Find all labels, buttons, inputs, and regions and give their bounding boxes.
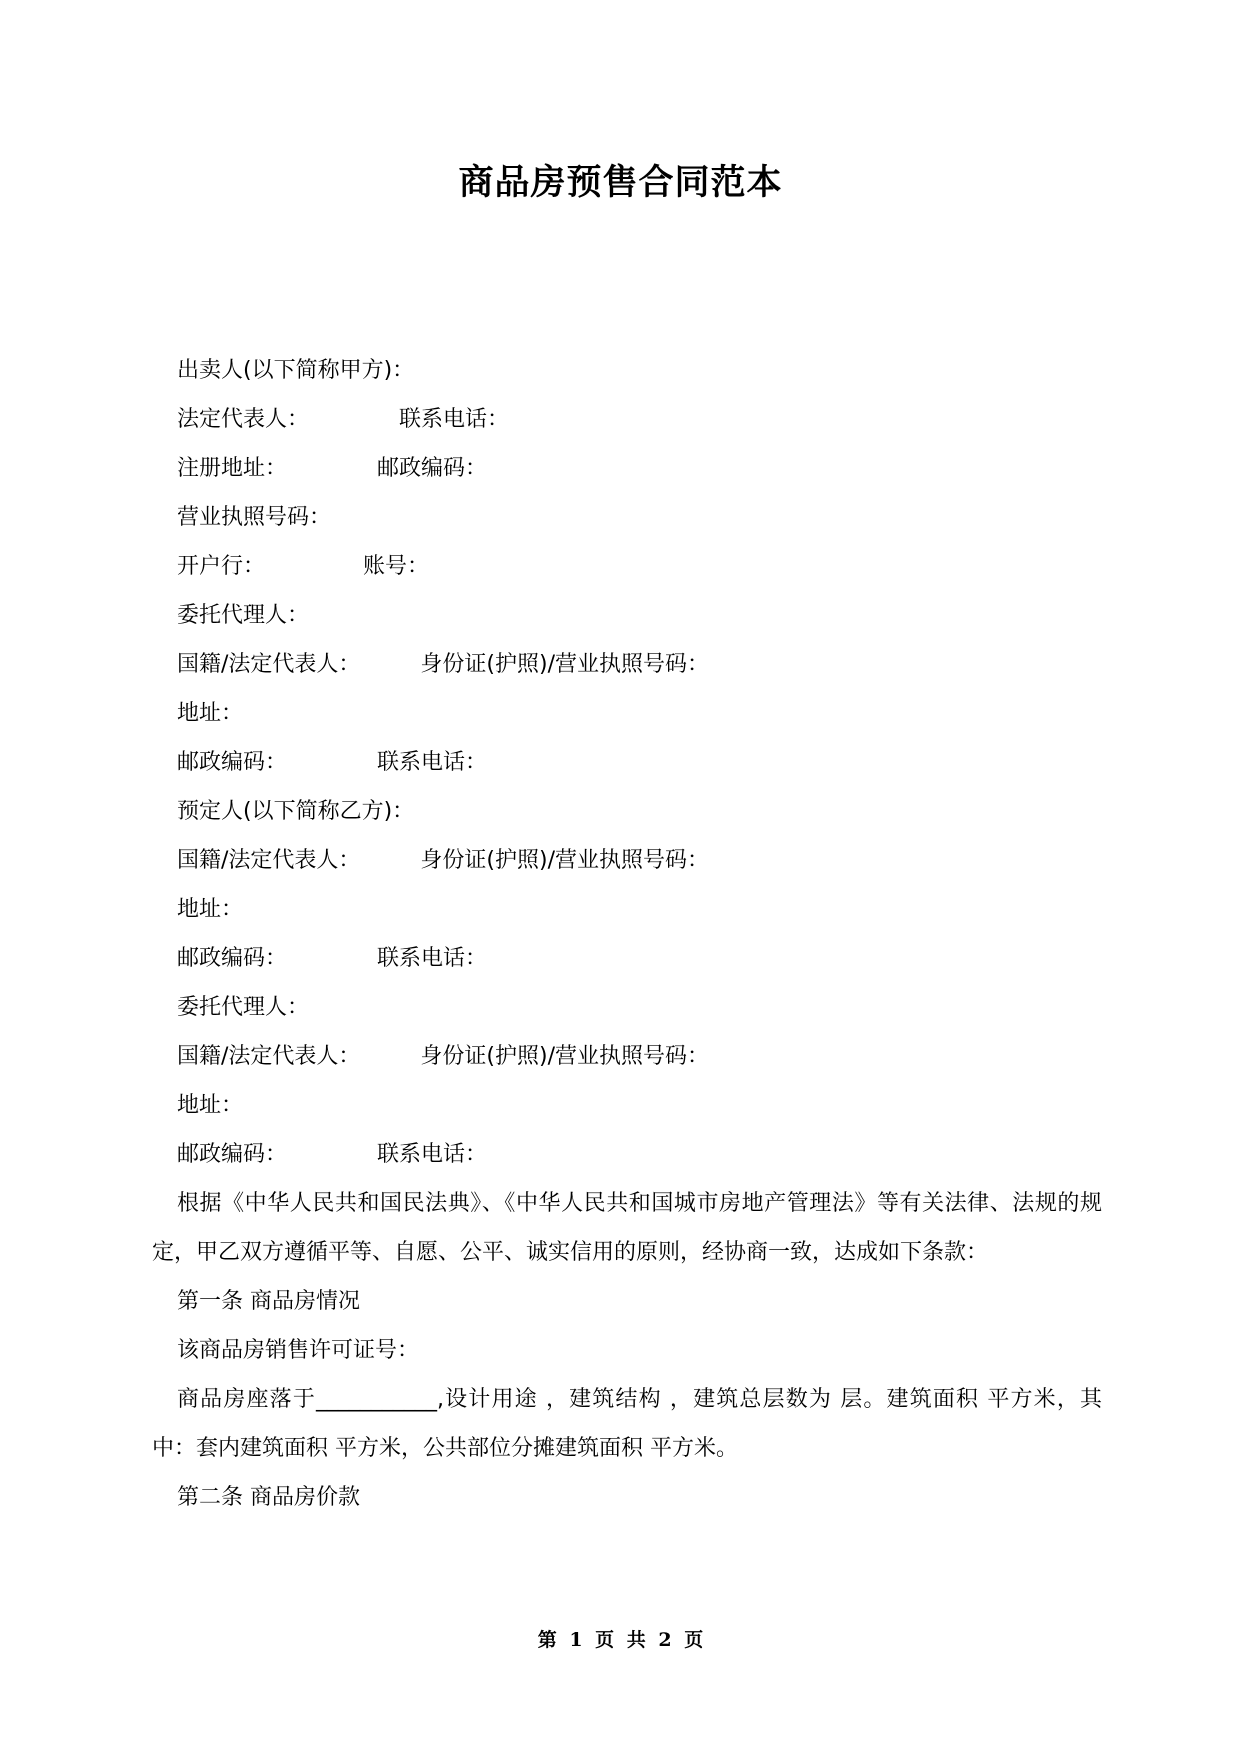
- buyer-agent-phone-label: 联系电话：: [377, 1142, 488, 1167]
- seller-license-line: [152, 493, 1102, 542]
- seller-agent-address-label: 地址：: [177, 701, 244, 726]
- contract-body: [152, 346, 1102, 1522]
- article-2-heading: 第二条 商品房价款: [177, 1485, 360, 1510]
- seller-phone-label: 联系电话：: [399, 407, 510, 432]
- page-indicator: 第 1 页 共 2 页: [537, 1629, 704, 1651]
- seller-agent-postcode-label: 邮政编码：: [177, 750, 288, 775]
- property-description-paragraph: 商品房座落于___________,设计用途 ，建筑结构 ，建筑总层数为 层。建筑面积 平方米，其中：套内建筑面积 平方米，公共部位分摊建筑面积 平方米。: [152, 1387, 1102, 1461]
- seller-agent-nationality-line: [152, 640, 1102, 689]
- seller-agent-line: [152, 591, 1102, 640]
- seller-label: 出卖人(以下简称甲方)：: [177, 358, 415, 383]
- buyer-nationality-line: [152, 836, 1102, 885]
- buyer-agent-nationality-label: 国籍/法定代表人：: [177, 1044, 361, 1069]
- buyer-agent-address-label: 地址：: [177, 1093, 244, 1118]
- seller-bank-label: 开户行：: [177, 554, 266, 579]
- buyer-agent-line: [152, 983, 1102, 1032]
- buyer-agent-label: 委托代理人：: [177, 995, 310, 1020]
- seller-registered-address-line: [152, 444, 1102, 493]
- buyer-nationality-label: 国籍/法定代表人：: [177, 848, 361, 873]
- seller-representative-line: [152, 395, 1102, 444]
- article-1-heading: 第一条 商品房情况: [177, 1289, 360, 1314]
- seller-agent-id-label: 身份证(护照)/营业执照号码：: [420, 652, 710, 677]
- buyer-label: 预定人(以下简称乙方)：: [177, 799, 415, 824]
- seller-license-label: 营业执照号码：: [177, 505, 332, 530]
- seller-agent-phone-label: 联系电话：: [377, 750, 488, 775]
- document-title: 商品房预售合同范本: [458, 163, 783, 203]
- seller-representative-label: 法定代表人：: [177, 407, 310, 432]
- buyer-phone-label: 联系电话：: [377, 946, 488, 971]
- seller-account-label: 账号：: [363, 554, 430, 579]
- buyer-agent-postcode-line: [152, 1130, 1102, 1179]
- seller-line: [152, 346, 1102, 395]
- buyer-agent-nationality-line: [152, 1032, 1102, 1081]
- buyer-agent-id-label: 身份证(护照)/营业执照号码：: [420, 1044, 710, 1069]
- sales-permit-line: 该商品房销售许可证号：: [177, 1338, 420, 1363]
- buyer-postcode-label: 邮政编码：: [177, 946, 288, 971]
- buyer-id-label: 身份证(护照)/营业执照号码：: [420, 848, 710, 873]
- seller-agent-postcode-line: [152, 738, 1102, 787]
- buyer-agent-postcode-label: 邮政编码：: [177, 1142, 288, 1167]
- buyer-address-label: 地址：: [177, 897, 244, 922]
- buyer-address-line: [152, 885, 1102, 934]
- seller-bank-line: [152, 542, 1102, 591]
- seller-agent-nationality-label: 国籍/法定代表人：: [177, 652, 361, 677]
- preamble-paragraph: 根据《中华人民共和国民法典》、《中华人民共和国城市房地产管理法》等有关法律、法规的规定，甲乙双方遵循平等、自愿、公平、诚实信用的原则，经协商一致，达成如下条款：: [152, 1191, 1102, 1265]
- seller-postcode-label: 邮政编码：: [377, 456, 488, 481]
- buyer-postcode-line: [152, 934, 1102, 983]
- buyer-line: [152, 787, 1102, 836]
- seller-agent-address-line: [152, 689, 1102, 738]
- seller-agent-label: 委托代理人：: [177, 603, 310, 628]
- buyer-agent-address-line: [152, 1081, 1102, 1130]
- seller-registered-address-label: 注册地址：: [177, 456, 288, 481]
